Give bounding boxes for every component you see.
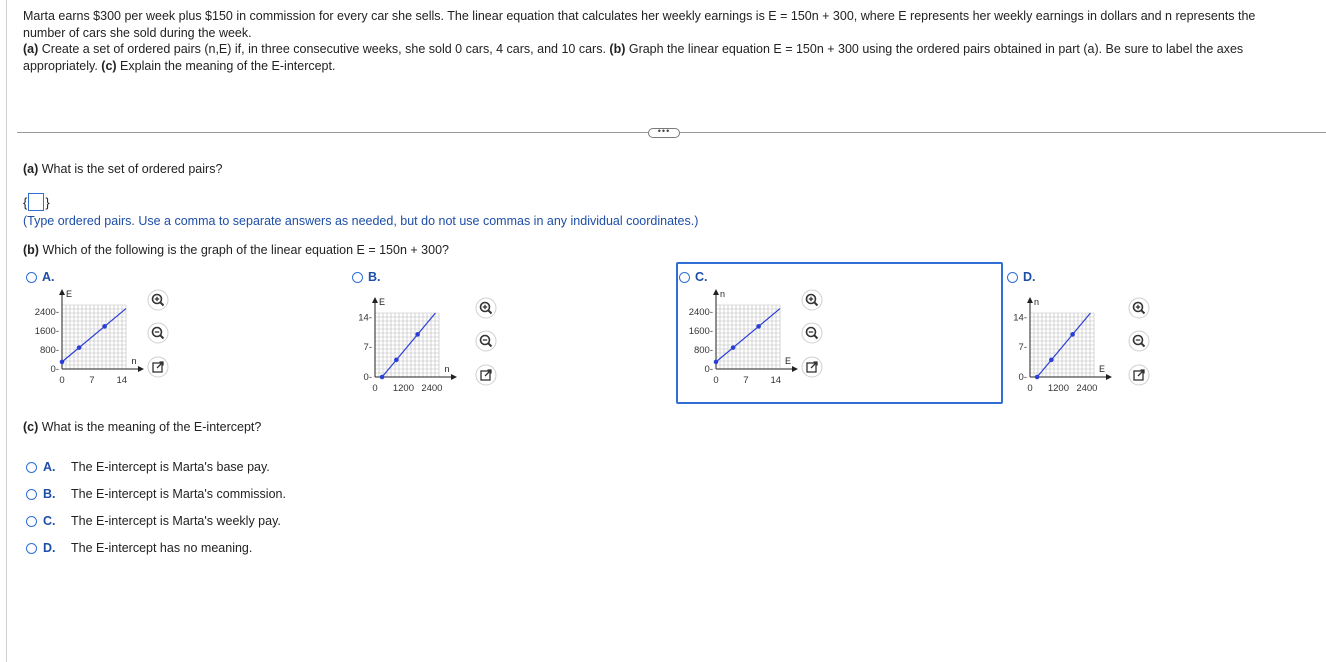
open-new-window-c-icon[interactable] [801,356,823,378]
y-tick-b-1: 7- [363,342,372,354]
data-point-c-1 [731,345,736,350]
graph-b [335,297,475,407]
data-point-a-1 [77,345,82,350]
problem-line-1: Marta earns $300 per week plus $150 in commission for every car she sells. The linear equation that calculates her weekly earnings is E = 150n + 300, where E represents her weekly earnings in dollars and n represents the [23,9,1256,23]
zoom-out-a-icon[interactable] [147,322,169,344]
x-tick-d-0: 0 [1027,383,1033,394]
expand-more-button[interactable]: ••• [648,128,680,138]
problem-line-3 [23,41,1313,58]
part-a-tag: (a) [23,42,39,56]
data-point-d-0 [1035,375,1040,380]
radio-b[interactable] [352,272,363,283]
option-letter-c-b: B. [43,487,56,501]
graph-grid-b [375,313,439,377]
data-point-d-1 [1049,358,1054,363]
option-letter-a: A. [42,270,55,284]
left-border [6,0,7,662]
option-letter-b: B. [368,270,381,284]
graph-grid-c [716,305,780,369]
y-tick-a-2: 1600- [34,326,59,338]
graph-d [990,297,1130,407]
data-point-d-2 [1070,332,1075,337]
y-arrow-d [1027,297,1033,303]
part-b-tag: (b) [609,42,626,56]
part-a-task: Create a set of ordered pairs (n,E) if, in three consecutive weeks, she sold 0 cars, 4 cars, and 10 cars. [38,42,606,56]
y-tick-a-1: 800- [39,345,59,357]
option-letter-c-d: D. [43,541,56,555]
y-tick-c-0: 0- [704,364,713,375]
y-tick-a-3: 2400- [34,307,59,319]
graph-c [676,289,816,399]
radio-c-b[interactable] [26,489,37,500]
radio-a[interactable] [26,272,37,283]
option-letter-d: D. [1023,270,1036,284]
zoom-in-c-icon[interactable] [801,289,823,311]
problem-line-4 [23,58,1313,75]
option-text-c-a: The E-intercept is Marta's base pay. [71,460,270,474]
y-tick-c-2: 1600- [688,326,713,338]
radio-d[interactable] [1007,272,1018,283]
y-tick-b-2: 14- [358,312,372,324]
ordered-pairs-input[interactable] [28,193,44,211]
x-axis-label-a: n [131,356,137,366]
x-tick-d-1: 1200 [1047,383,1070,394]
part-b-task: Graph the linear equation E = 150n + 300 using the ordered pairs obtained in part (a). Be sure to label the axes [625,42,1244,56]
part-a-question [23,162,222,176]
e-intercept-option-a[interactable] [26,460,270,474]
x-axis-label-c: E [784,356,792,366]
radio-c-c[interactable] [26,516,37,527]
radio-c-d[interactable] [26,543,37,554]
graph-option-d[interactable] [1007,270,1036,284]
data-point-c-0 [714,360,719,365]
y-arrow-c [713,289,719,295]
x-tick-a-2: 14 [116,375,128,386]
e-intercept-option-c[interactable] [26,514,281,528]
problem-statement [23,8,1313,74]
x-tick-b-1: 1200 [392,383,415,394]
zoom-out-c-icon[interactable] [801,322,823,344]
y-axis-label-b: E [379,297,386,307]
part-c-task: Explain the meaning of the E-intercept. [116,58,336,73]
part-c-question [23,420,261,434]
y-axis-label-c: n [720,289,726,299]
x-tick-b-0: 0 [372,383,378,394]
part-b-label: (b) [23,243,39,257]
part-a-label: (a) [23,162,39,176]
option-text-c-b: The E-intercept is Marta's commission. [71,487,286,501]
graph-a [22,289,162,399]
graph-grid-a [62,305,126,369]
part-c-label: (c) [23,420,39,434]
x-axis-label-b: n [444,364,450,374]
problem-line-4-text: appropriately. [23,58,98,73]
part-c-question-text: What is the meaning of the E-intercept? [38,420,262,434]
x-tick-a-0: 0 [59,375,65,386]
data-point-c-2 [756,324,761,329]
problem-line-2: number of cars she sold during the week. [23,25,252,40]
x-tick-c-0: 0 [713,375,719,386]
radio-c-a[interactable] [26,462,37,473]
graph-grid-d [1030,313,1094,377]
graph-option-b[interactable] [352,270,381,284]
y-tick-d-1: 7- [1018,342,1027,354]
y-arrow-a [59,289,65,295]
part-b-question-text: Which of the following is the graph of the linear equation E = 150n + 300? [38,243,449,257]
part-a-question-text: What is the set of ordered pairs? [38,162,223,176]
y-tick-a-0: 0- [50,364,59,375]
x-arrow-c [792,366,798,372]
x-tick-c-2: 14 [770,375,782,386]
y-tick-b-0: 0- [363,372,372,383]
open-brace: { [23,194,28,210]
zoom-in-d-icon[interactable] [1128,297,1150,319]
close-brace: } [45,194,50,210]
data-point-b-2 [415,332,420,337]
y-tick-c-3: 2400- [688,307,713,319]
y-tick-c-1: 800- [693,345,713,357]
x-arrow-d [1106,374,1112,380]
option-letter-c-c: C. [43,514,56,528]
data-point-b-1 [394,358,399,363]
y-axis-label-a: E [66,289,73,299]
data-point-a-0 [60,360,65,365]
x-arrow-a [138,366,144,372]
radio-c[interactable] [679,272,690,283]
option-text-c-c: The E-intercept is Marta's weekly pay. [71,514,281,528]
open-new-window-a-icon[interactable] [147,356,169,378]
y-arrow-b [372,297,378,303]
data-point-b-0 [380,375,385,380]
y-axis-label-d: n [1034,297,1040,307]
answer-hint: (Type ordered pairs. Use a comma to separate answers as needed, but do not use commas in any individual coordinates.) [23,214,699,228]
e-intercept-option-b[interactable] [26,487,286,501]
x-tick-b-2: 2400 [421,383,443,394]
open-new-window-b-icon[interactable] [475,364,497,386]
option-letter-c: C. [695,270,708,284]
x-tick-c-1: 7 [743,375,749,386]
zoom-out-d-icon[interactable] [1128,330,1150,352]
e-intercept-option-d[interactable] [26,541,252,555]
data-point-a-2 [102,324,107,329]
zoom-out-b-icon[interactable] [475,330,497,352]
y-tick-d-0: 0- [1018,372,1027,383]
graph-option-c[interactable] [679,270,708,284]
zoom-in-a-icon[interactable] [147,289,169,311]
y-tick-d-2: 14- [1013,312,1027,324]
option-text-c-d: The E-intercept has no meaning. [71,541,253,555]
x-tick-d-2: 2400 [1076,383,1098,394]
x-axis-label-d: E [1098,364,1106,374]
zoom-in-b-icon[interactable] [475,297,497,319]
part-c-tag: (c) [101,58,117,73]
x-tick-a-1: 7 [89,375,95,386]
part-b-question [23,243,449,257]
x-arrow-b [451,374,457,380]
graph-option-a[interactable] [26,270,55,284]
ordered-pairs-answer [23,192,50,212]
option-letter-c-a: A. [43,460,56,474]
open-new-window-d-icon[interactable] [1128,364,1150,386]
